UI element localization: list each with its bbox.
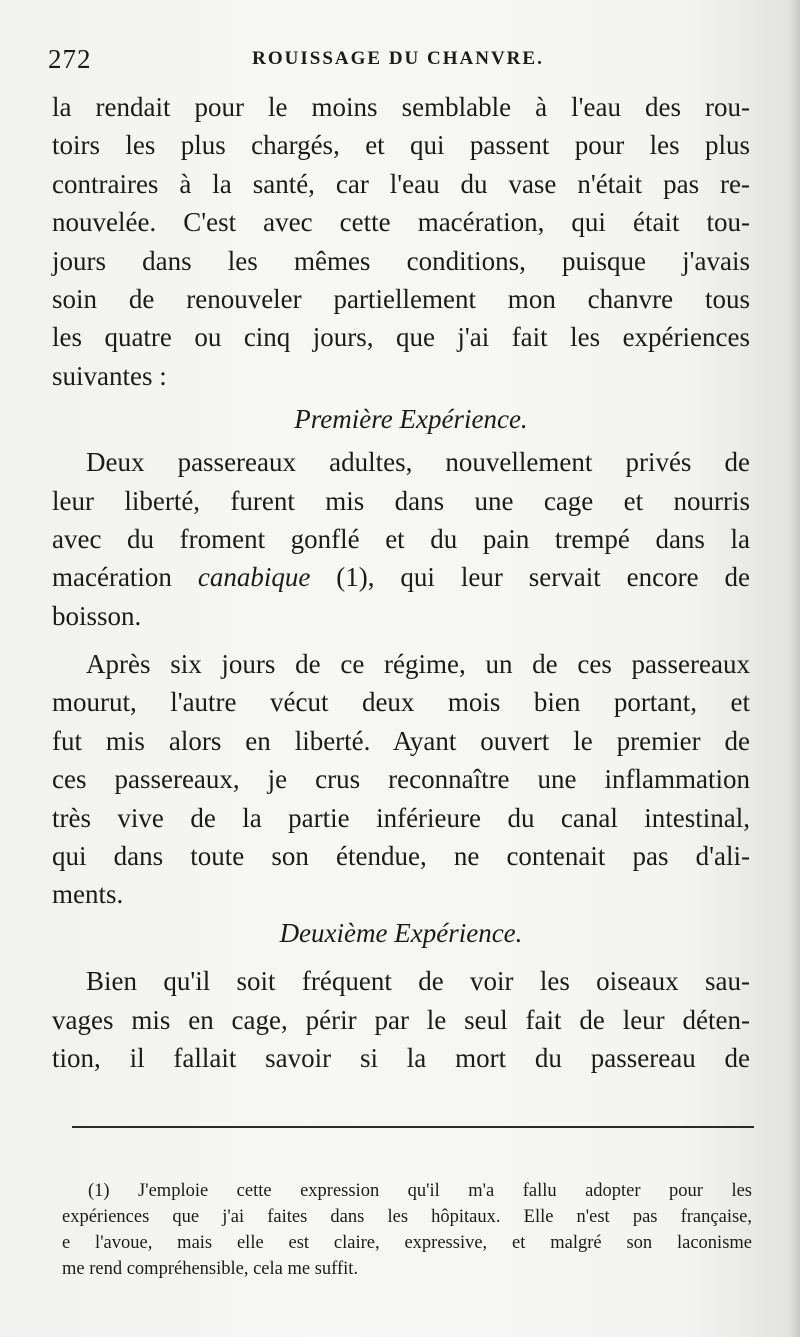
text-line: Deux passereaux adultes, nouvellement privés de — [86, 447, 750, 478]
section-heading-first-experiment: Première Expérience. — [294, 404, 528, 435]
text-segment: (1), qui leur servait encore de — [310, 562, 750, 593]
text-line: avec du froment gonflé et du pain trempé dans la — [52, 523, 750, 554]
footnote-divider — [72, 1126, 754, 1128]
text-line: vages mis en cage, périr par le seul fait de leur déten- — [52, 1004, 750, 1035]
paragraph-gap — [52, 952, 750, 962]
footnote-line: expériences que j'ai faites dans les hôpitaux. Elle n'est pas française, — [62, 1207, 752, 1227]
footnote-line: me rend compréhensible, cela me suffit. — [62, 1259, 359, 1279]
text-line: les quatre ou cinq jours, que j'ai fait les expériences — [52, 322, 750, 353]
page-edge-shadow — [788, 0, 800, 1337]
italic-term-canabique: canabique — [197, 562, 311, 593]
page-number: 272 — [48, 44, 92, 74]
footnote — [62, 1178, 752, 1282]
text-segment: macération — [52, 562, 198, 593]
text-line: leur liberté, furent mis dans une cage et nourris — [52, 485, 750, 516]
text-line: ces passereaux, je crus reconnaître une inflammation — [52, 764, 750, 795]
text-line: Bien qu'il soit fréquent de voir les oiseaux sau- — [86, 966, 750, 997]
text-line: fut mis alors en liberté. Ayant ouvert le premier de — [52, 725, 750, 756]
text-line: Après six jours de ce régime, un de ces passereaux — [86, 649, 750, 680]
text-line: jours dans les mêmes conditions, puisque j'avais — [52, 245, 750, 276]
text-line: suivantes : — [52, 360, 167, 391]
body-text — [52, 88, 750, 1077]
text-line: tion, il fallait savoir si la mort du passereau de — [52, 1042, 750, 1073]
text-line: toirs les plus chargés, et qui passent pour les plus — [52, 130, 750, 161]
text-line: qui dans toute son étendue, ne contenait pas d'ali- — [52, 841, 750, 872]
running-head — [48, 44, 748, 78]
text-line: très vive de la partie inférieure du canal intestinal, — [52, 802, 750, 833]
text-line: soin de renouveler partiellement mon chanvre tous — [52, 283, 750, 314]
text-line-canabique — [52, 558, 750, 596]
running-title: ROUISSAGE DU CHANVRE. — [252, 48, 544, 69]
text-line: contraires à la santé, car l'eau du vase n'était pas re- — [52, 168, 750, 199]
paragraph-gap — [52, 635, 750, 645]
text-line: la rendait pour le moins semblable à l'eau des rou- — [52, 92, 750, 122]
text-line: mourut, l'autre vécut deux mois bien portant, et — [52, 687, 750, 718]
footnote-line: (1) J'emploie cette expression qu'il m'a fallu adopter pour les — [88, 1181, 752, 1201]
text-line: boisson. — [52, 600, 142, 631]
text-line: nouvelée. C'est avec cette macération, qui était tou- — [52, 207, 750, 238]
footnote-line: e l'avoue, mais elle est claire, expressive, et malgré son laconisme — [62, 1233, 752, 1253]
section-heading-second-experiment: Deuxième Expérience. — [279, 917, 523, 948]
text-line: ments. — [52, 879, 124, 910]
